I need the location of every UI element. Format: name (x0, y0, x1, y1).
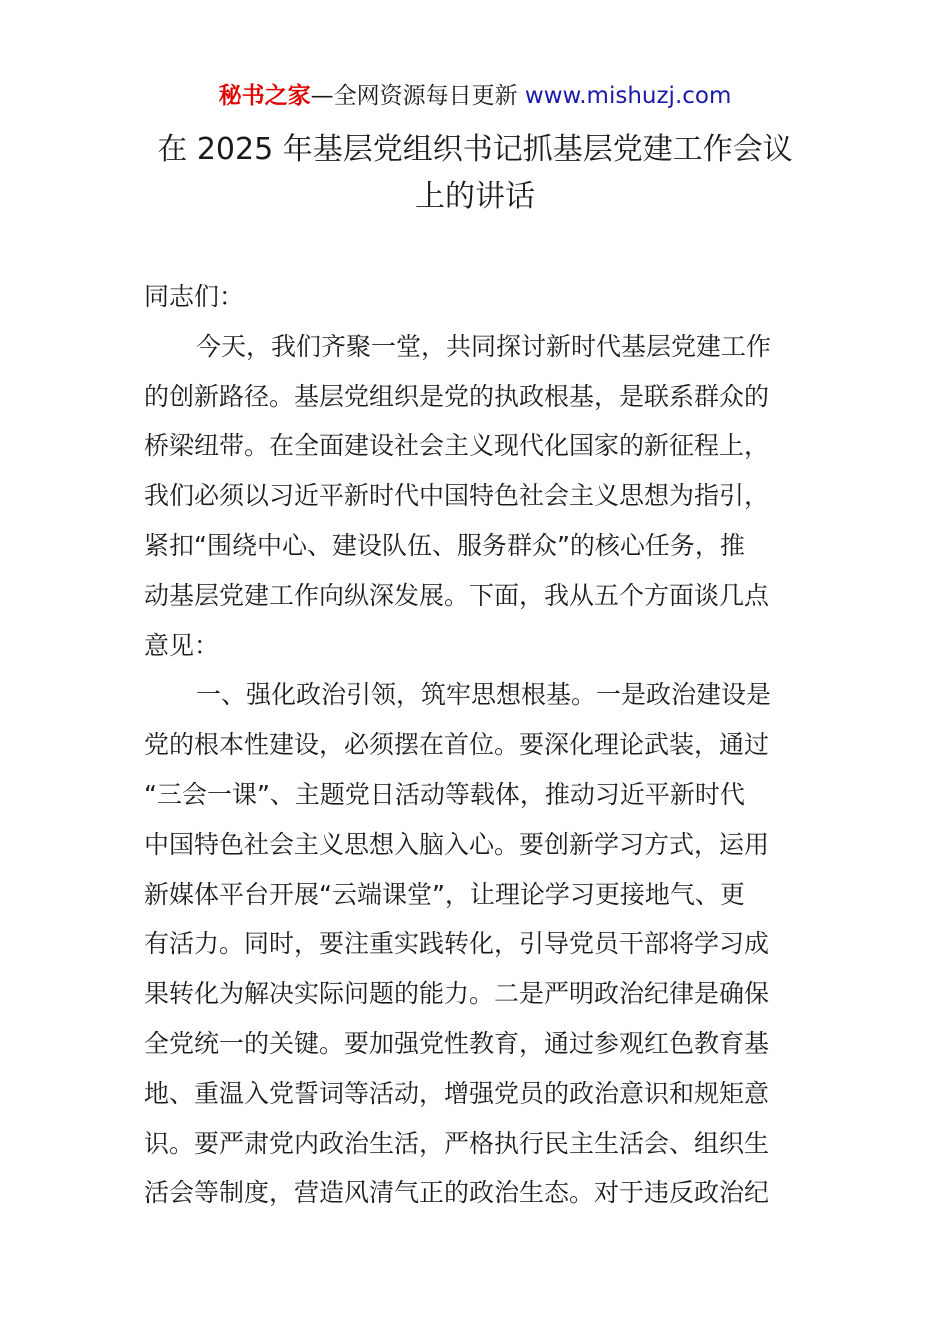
paragraph-line: 动基层党建工作向纵深发展。下面，我从五个方面谈几点 (144, 580, 770, 610)
paragraph-line: 的创新路径。基层党组织是党的执政根基，是联系群众的 (144, 381, 770, 411)
paragraph-line: 桥梁纽带。在全面建设社会主义现代化国家的新征程上， (144, 431, 770, 461)
site-tagline: —全网资源每日更新 (310, 83, 525, 109)
site-header (0, 80, 950, 112)
paragraph-line: 党的根本性建设，必须摆在首位。要深化理论武装，通过 (144, 730, 770, 760)
paragraph-line: 我们必须以习近平新时代中国特色社会主义思想为指引， (144, 481, 770, 511)
paragraph-line: 活会等制度，营造风清气正的政治生态。对于违反政治纪 (144, 1178, 770, 1208)
paragraph-line: 识。要严肃党内政治生活，严格执行民主生活会、组织生 (144, 1128, 770, 1158)
paragraph-line: “三会一课”、主题党日活动等载体，推动习近平新时代 (144, 779, 745, 809)
paragraph-line: 紧扣“围绕中心、建设队伍、服务群众”的核心任务，推 (144, 530, 745, 560)
document-title (120, 126, 830, 220)
paragraph-line: 新媒体平台开展“云端课堂”，让理论学习更接地气、更 (144, 879, 745, 909)
title-line-1: 在 2025 年基层党组织书记抓基层党建工作会议 (157, 132, 793, 167)
paragraph-line: 今天，我们齐聚一堂，共同探讨新时代基层党建工作 (196, 331, 772, 361)
document-body (144, 272, 809, 1218)
paragraph-line: 有活力。同时，要注重实践转化，引导党员干部将学习成 (144, 929, 770, 959)
paragraph-line: 中国特色社会主义思想入脑入心。要创新学习方式，运用 (144, 829, 770, 859)
paragraph-line: 意见： (144, 630, 220, 660)
paragraph-line: 地、重温入党誓词等活动，增强党员的政治意识和规矩意 (144, 1078, 770, 1108)
salutation: 同志们： (144, 282, 245, 311)
paragraph-line: 果转化为解决实际问题的能力。二是严明政治纪律是确保 (144, 979, 770, 1009)
section-heading-line: 一、强化政治引领，筑牢思想根基。一是政治建设是 (196, 680, 772, 710)
title-line-2: 上的讲话 (415, 179, 535, 214)
site-url-link[interactable]: www.mishuzj.com (524, 83, 732, 109)
paragraph-line: 全党统一的关键。要加强党性教育，通过参观红色教育基 (144, 1028, 770, 1058)
site-brand: 秘书之家 (218, 83, 311, 109)
